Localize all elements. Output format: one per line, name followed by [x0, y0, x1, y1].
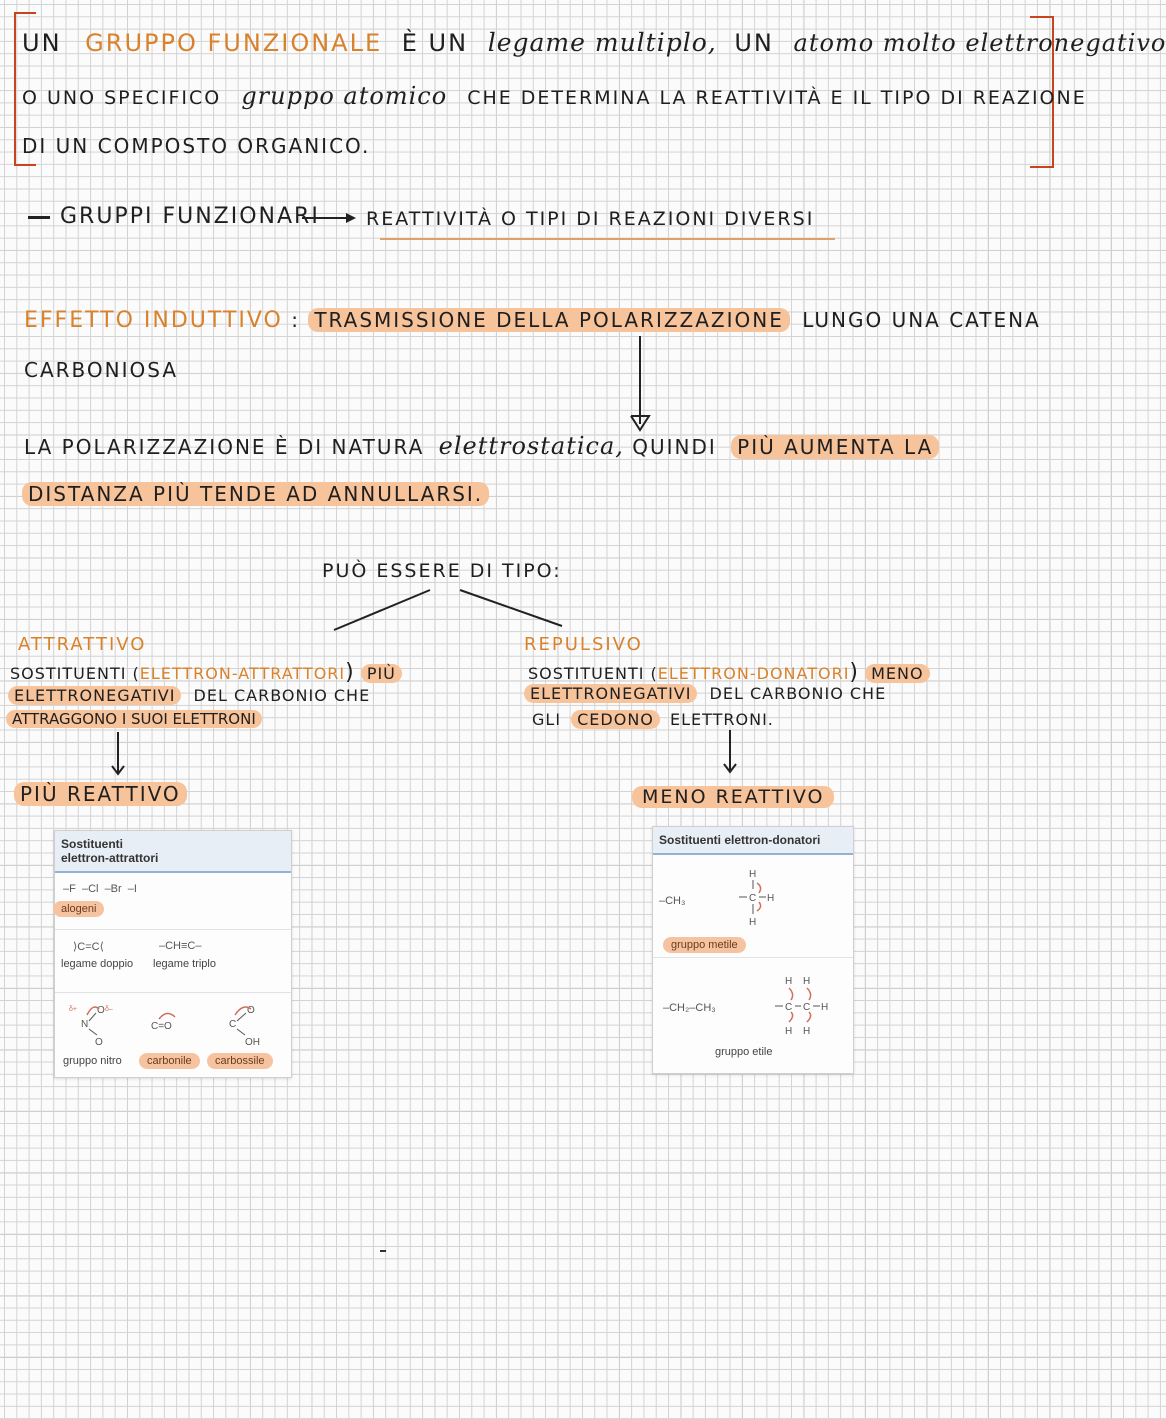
attractive-piu: PIÙ: [361, 664, 402, 683]
polarization-highlight-2: DISTANZA PIÙ TENDE AD ANNULLARSI.: [22, 482, 489, 506]
attractive-elettronegativi: ELETTRONEGATIVI: [8, 686, 181, 705]
dash-mark: [28, 216, 50, 219]
ethyl-h1: H: [785, 976, 793, 987]
groups-arrow-icon: [302, 210, 358, 226]
halogens-pill: [53, 899, 104, 917]
attractive-arrow-icon: [108, 732, 128, 778]
card-section-multiple-bonds: [55, 930, 291, 993]
attractive-line-3: [6, 710, 262, 728]
inductive-colon: :: [291, 308, 300, 332]
attractive-result: [14, 782, 187, 806]
card-electron-attractors: [54, 830, 292, 1078]
card-donors-header: Sostituenti elettron-donatori: [653, 827, 853, 855]
repulsive-result: [632, 786, 834, 808]
repulsive-line-3: [532, 710, 774, 729]
nitro-o2: O: [95, 1037, 103, 1048]
methyl-h-bottom: H: [749, 917, 757, 928]
definition-line-1: [22, 28, 1166, 57]
carbonyl-pill: [139, 1051, 200, 1069]
attractive-del-carbonio: DEL CARBONIO CHE: [193, 686, 371, 705]
methyl-label: gruppo metile: [663, 937, 746, 953]
ethyl-label: gruppo etile: [715, 1046, 773, 1058]
ethyl-h5: H: [803, 1026, 811, 1037]
definition-che-determina: CHE DETERMINA LA REATTIVITÀ E IL TIPO DI REAZIONE: [467, 87, 1087, 109]
polarization-text-b: QUINDI: [632, 435, 717, 459]
definition-line-3: DI UN COMPOSTO ORGANICO.: [22, 134, 371, 158]
carboxyl-c: C: [229, 1019, 237, 1030]
groups-left-label: GRUPPI FUNZIONARI: [60, 204, 320, 229]
repulsive-cedono: CEDONO: [571, 710, 660, 729]
definition-line-2: [22, 82, 1087, 110]
nitro-n: N: [81, 1019, 89, 1030]
card-attractors-title-1: Sostituenti: [61, 837, 123, 851]
attractive-attraggono: ATTRAGGONO I SUOI ELETTRONI: [6, 710, 262, 728]
repulsive-elettronegativi: ELETTRONEGATIVI: [524, 684, 697, 703]
card-section-methyl: [653, 855, 853, 958]
ethyl-structure-icon: [771, 974, 837, 1040]
definition-cursive-gruppo: gruppo atomico: [241, 82, 448, 110]
nitro-o1: O: [97, 1005, 105, 1016]
card-electron-donors: [652, 826, 854, 1074]
definition-uno-specifico: O UNO SPECIFICO: [22, 87, 222, 109]
attractive-line-1: [10, 660, 402, 685]
nitro-structure-icon: [69, 1001, 129, 1049]
card-section-halogens: [55, 873, 291, 930]
inductive-line-1: [24, 308, 1041, 333]
halogens-formula: –F –Cl –Br –I: [63, 883, 137, 895]
repulsive-result-label: MENO REATTIVO: [632, 786, 834, 808]
carbonyl-structure-icon: [147, 1007, 195, 1037]
attractive-result-label: PIÙ REATTIVO: [14, 782, 187, 806]
inductive-definition-highlight: TRASMISSIONE DELLA POLARIZZAZIONE: [308, 308, 790, 332]
repulsive-line-1: [528, 660, 930, 685]
repulsive-del-carbonio: DEL CARBONIO CHE: [709, 684, 887, 703]
methyl-h-top: H: [749, 869, 757, 880]
card-attractors-header: [55, 831, 291, 873]
repulsive-gli: GLI: [532, 710, 562, 729]
nitro-delta-plus: δ+: [69, 1006, 77, 1013]
groups-right-label: REATTIVITÀ O TIPI DI REAZIONI DIVERSI: [366, 208, 815, 230]
polarization-line-1: [24, 432, 939, 460]
attractive-term: ELETTRON-ATTRATTORI: [139, 664, 346, 683]
carbonyl-formula: C=O: [151, 1021, 172, 1032]
definition-e-un: È UN: [401, 29, 469, 57]
ethyl-h3: H: [821, 1002, 829, 1013]
ethyl-c1: C: [785, 1002, 793, 1013]
methyl-h-right: H: [767, 893, 775, 904]
repulsive-paren: ): [849, 660, 860, 685]
card-section-polar-groups: [55, 993, 291, 1079]
inductive-line-2: CARBONIOSA: [24, 358, 179, 382]
carboxyl-label: carbossile: [207, 1053, 273, 1069]
triple-bond-label: legame triplo: [153, 958, 216, 970]
methyl-formula: –CH₃: [659, 895, 686, 907]
repulsive-title: REPULSIVO: [524, 634, 643, 655]
card-section-ethyl: [653, 958, 853, 1068]
term-gruppo-funzionale: GRUPPO FUNZIONALE: [85, 29, 383, 57]
ethyl-h4: H: [785, 1026, 793, 1037]
polarization-line-2: [22, 482, 489, 506]
methyl-pill: [663, 935, 746, 953]
triple-bond-formula: –CH≡C–: [159, 940, 202, 952]
pen-mark: [380, 1250, 386, 1252]
double-bond-formula: ⟩C=C⟨: [73, 941, 104, 953]
carbonyl-label: carbonile: [139, 1053, 200, 1069]
definition-cursive-atomo: atomo molto elettronegativo: [793, 29, 1166, 57]
types-branch-lines: [330, 584, 570, 634]
carboxyl-oh: OH: [245, 1037, 260, 1048]
repulsive-meno: MENO: [865, 664, 929, 683]
inductive-definition-rest: LUNGO UNA CATENA: [802, 308, 1041, 332]
groups-right-underline: [380, 238, 835, 240]
carboxyl-o: O: [247, 1005, 255, 1016]
carboxyl-pill: [207, 1051, 273, 1069]
attractive-title: ATTRATTIVO: [18, 634, 147, 655]
repulsive-term: ELETTRON-DONATORI: [657, 664, 850, 683]
double-bond-label: legame doppio: [61, 958, 134, 970]
polarization-cursive: elettrostatica,: [438, 432, 624, 460]
repulsive-arrow-icon: [720, 730, 740, 776]
definition-un-2: UN: [734, 29, 774, 57]
attractive-line-2: [8, 686, 370, 705]
methyl-c: C: [749, 893, 757, 904]
ethyl-c2: C: [803, 1002, 811, 1013]
inductive-title: EFFETTO INDUTTIVO: [24, 308, 283, 333]
down-arrow-icon: [628, 336, 654, 436]
polarization-text-a: LA POLARIZZAZIONE È DI NATURA: [24, 435, 425, 459]
repulsive-elettroni: ELETTRONI.: [669, 710, 774, 729]
nitro-label: gruppo nitro: [63, 1055, 122, 1067]
ethyl-h2: H: [803, 976, 811, 987]
card-attractors-title-2: elettron-attrattori: [61, 851, 159, 865]
methyl-structure-icon: [737, 867, 787, 931]
carboxyl-structure-icon: [219, 1001, 273, 1049]
repulsive-line-2: [524, 684, 886, 703]
repulsive-sostituenti: SOSTITUENTI (: [528, 664, 658, 683]
definition-cursive-legame: legame multiplo,: [487, 28, 717, 57]
polarization-highlight-1: PIÙ AUMENTA LA: [731, 435, 939, 459]
halogens-label: alogeni: [53, 901, 104, 917]
ethyl-formula: –CH₂–CH₃: [663, 1002, 716, 1014]
attractive-paren: ): [345, 660, 355, 685]
types-heading: PUÒ ESSERE DI TIPO:: [322, 560, 562, 582]
attractive-sostituenti: SOSTITUENTI (: [10, 664, 140, 683]
nitro-delta-minus: δ–: [105, 1006, 113, 1013]
definition-un: UN: [22, 29, 62, 57]
